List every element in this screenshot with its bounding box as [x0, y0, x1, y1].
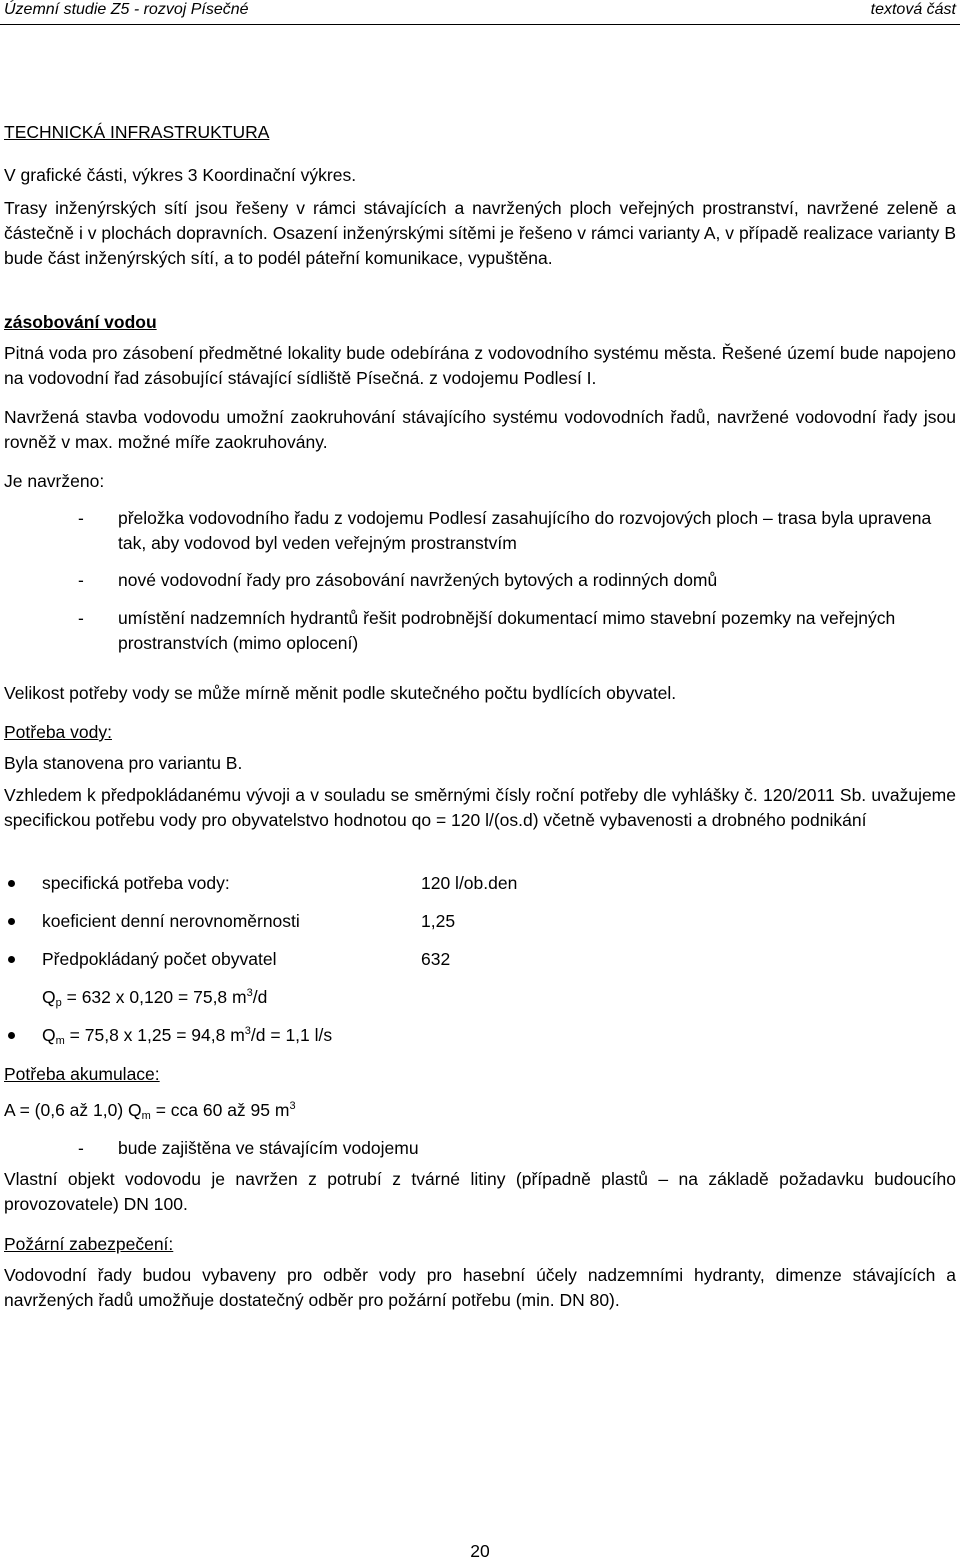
formula-expression: = cca 60 až 95 m	[150, 1100, 290, 1120]
header-study-title: Územní studie Z5 - rozvoj Písečné	[4, 1, 249, 18]
formula-expression: = 75,8 x 1,25 = 94,8 m	[64, 1025, 245, 1045]
water-supply-heading: zásobování vodou	[4, 312, 157, 332]
header-section-label: textová část	[870, 1, 956, 18]
bullet-value: 120 l/ob.den	[421, 873, 518, 893]
formula-subscript: m	[55, 1035, 65, 1047]
paragraph-routes: Trasy inženýrských sítí jsou řešeny v rámci stávajících a navržených ploch veřejných prostranství, navržené zeleně a částečně i v plochách dopravních. Osazení inženýrskými sítěmi je řešeno v rámci varianty A, v případě realizace varianty B bude část inženýrských sítí, a to podél páteřní komunikace, vypuštěna.	[4, 198, 956, 268]
paragraph-water-source: Pitná voda pro zásobení předmětné lokality bude odebírána z vodovodního systému města. Řešené území bude napojeno na vodovodní řad zásobující stávající sídliště Písečná. z vodojemu Podlesí I.	[4, 343, 956, 388]
page-number: 20	[470, 1541, 490, 1561]
bullet-value: 632	[421, 949, 451, 969]
bullet-icon	[8, 918, 15, 925]
paragraph-variant: Byla stanovena pro variantu B.	[4, 753, 243, 773]
bullet-item	[4, 871, 956, 896]
formula-superscript: 3	[289, 1100, 296, 1112]
formula-superscript: 3	[246, 987, 253, 999]
formula-subscript: p	[55, 997, 62, 1009]
bullet-icon	[8, 880, 15, 887]
formula-qp	[4, 985, 956, 1010]
storage-item	[4, 1136, 956, 1161]
dash-marker: -	[78, 1138, 84, 1158]
storage-heading: Potřeba akumulace:	[4, 1064, 160, 1084]
formula-expression: = 632 x 0,120 = 75,8 m	[61, 987, 247, 1007]
fire-safety-heading: Požární zabezpečení:	[4, 1234, 174, 1254]
bullet-label: Předpokládaný počet obyvatel	[42, 949, 277, 969]
proposed-item-text: nové vodovodní řady pro zásobování navržených bytových a rodinných domů	[118, 570, 718, 590]
formula-symbol: Q	[42, 987, 56, 1007]
bullet-value: 1,25	[421, 911, 456, 931]
page-header	[0, 0, 960, 25]
formula-unit: /d	[252, 987, 268, 1007]
formula-qm	[4, 1023, 956, 1048]
paragraph-fire-safety: Vodovodní řady budou vybaveny pro odběr vody pro hasební účely nadzemními hydranty, dimenze stávajících a navržených řadů umožňuje dostatečný odběr pro požární potřebu (min. DN 80).	[4, 1265, 956, 1310]
paragraph-specific-demand: Vzhledem k předpokládanému vývoji a v souladu se směrnými čísly roční potřeby dle vyhlášky č. 120/2011 Sb. uvažujeme specifickou potřebu vody pro obyvatelstvo hodnotou qo = 120 l/(os.d) včetně vybavenosti a drobného podnikání	[4, 785, 956, 830]
section-title: TECHNICKÁ INFRASTRUKTURA	[4, 122, 270, 142]
paragraph-pipe-material: Vlastní objekt vodovodu je navržen z potrubí z tvárné litiny (případně plastů – na základě požadavku budoucího provozovatele) DN 100.	[4, 1169, 956, 1214]
dash-marker: -	[78, 608, 84, 628]
dash-marker: -	[78, 570, 84, 590]
paragraph-graphic-part: V grafické části, výkres 3 Koordinační výkres.	[4, 165, 357, 185]
formula-superscript: 3	[244, 1025, 251, 1037]
water-demand-heading: Potřeba vody:	[4, 722, 112, 742]
paragraph-demand-variation: Velikost potřeby vody se může mírně měnit podle skutečného počtu bydlících obyvatel.	[4, 683, 677, 703]
bullet-label: koeficient denní nerovnoměrnosti	[42, 911, 300, 931]
formula-subscript: m	[141, 1110, 151, 1122]
formula-unit: /d = 1,1 l/s	[250, 1025, 333, 1045]
bullet-item	[4, 947, 956, 972]
paragraph-water-loop: Navržená stavba vodovodu umožní zaokruhování stávajícího systému vodovodních řadů, navržené vodovodní řady jsou rovněž v max. možné míře zaokruhovány.	[4, 407, 956, 452]
dash-marker: -	[78, 508, 84, 528]
bullet-item	[4, 909, 956, 934]
bullet-icon	[8, 1032, 15, 1039]
storage-item-text: bude zajištěna ve stávajícím vodojemu	[118, 1138, 419, 1158]
proposed-item	[4, 568, 956, 593]
formula-symbol: Q	[42, 1025, 56, 1045]
proposed-label: Je navrženo:	[4, 471, 105, 491]
bullet-icon	[8, 956, 15, 963]
proposed-item-text: umístění nadzemních hydrantů řešit podrobnější dokumentací mimo stavební pozemky na veřejných prostranstvích (mimo oplocení)	[118, 608, 896, 653]
formula-expression: A = (0,6 až 1,0) Q	[4, 1100, 142, 1120]
bullet-label: specifická potřeba vody:	[42, 873, 230, 893]
formula-storage	[4, 1098, 956, 1123]
proposed-item-text: přeložka vodovodního řadu z vodojemu Podlesí zasahujícího do rozvojových ploch – trasa byla upravena tak, aby vodovod byl veden veřejným prostranstvím	[118, 508, 932, 553]
proposed-item	[4, 606, 956, 656]
proposed-item	[4, 506, 956, 556]
